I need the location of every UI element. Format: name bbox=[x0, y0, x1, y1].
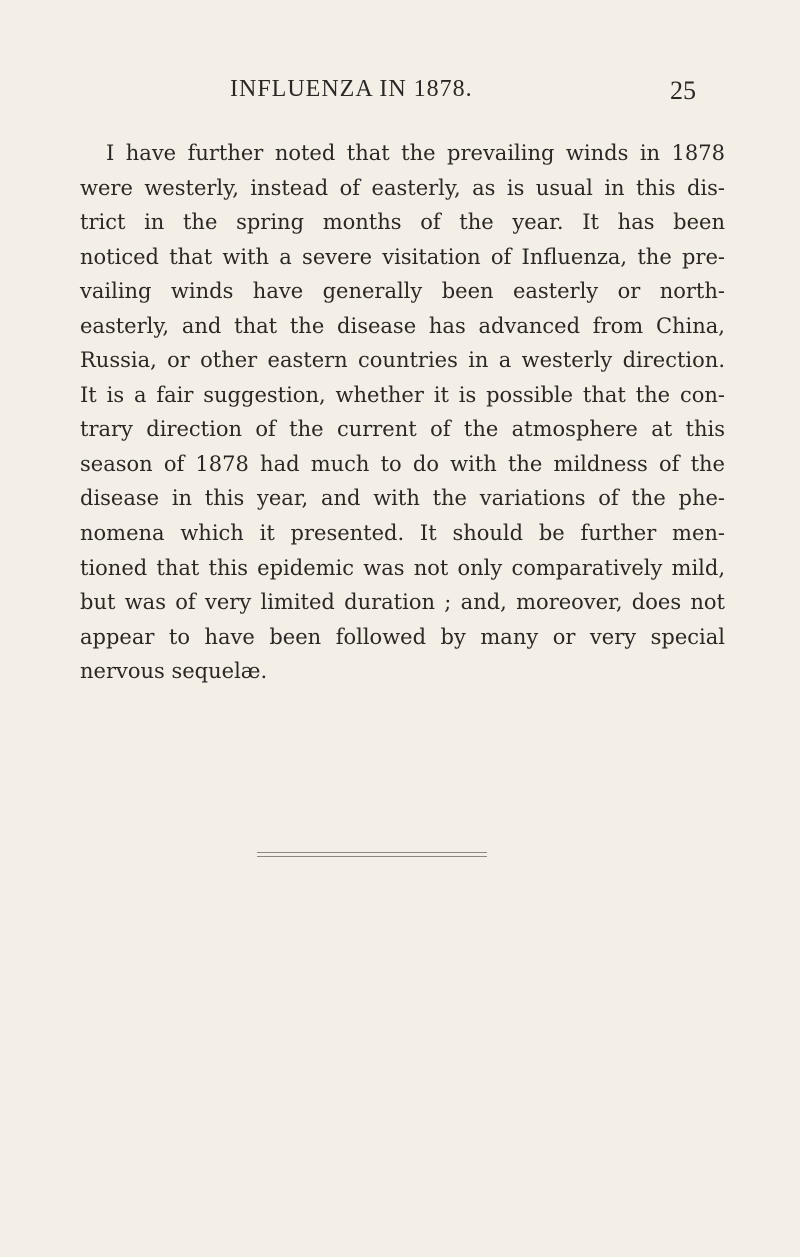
section-divider bbox=[257, 856, 487, 857]
running-title: INFLUENZA IN 1878. bbox=[230, 76, 473, 102]
text-line: but was of very limited duration ; and, moreover, does not bbox=[80, 590, 725, 615]
text-line: tioned that this epidemic was not only comparatively mild, bbox=[80, 555, 725, 580]
text-line: I have further noted that the prevailing winds in 1878 bbox=[106, 141, 725, 165]
text-line: easterly, and that the disease has advanced from China, bbox=[80, 313, 725, 338]
text-line: Russia, or other eastern countries in a westerly direction. bbox=[80, 348, 725, 373]
text-line: It is a fair suggestion, whether it is possible that the con- bbox=[80, 382, 725, 407]
text-line: nomena which it presented. It should be further men- bbox=[80, 521, 725, 546]
text-line: season of 1878 had much to do with the mildness of the bbox=[80, 451, 725, 476]
page-number: 25 bbox=[670, 76, 696, 105]
running-head bbox=[0, 76, 800, 110]
body-paragraph bbox=[80, 136, 725, 689]
text-line: appear to have been followed by many or very special bbox=[80, 624, 725, 649]
text-line: trict in the spring months of the year. It has been bbox=[80, 210, 725, 235]
text-line: noticed that with a severe visitation of Influenza, the pre- bbox=[80, 244, 725, 269]
text-line: were westerly, instead of easterly, as is usual in this dis- bbox=[80, 175, 725, 200]
section-divider bbox=[257, 852, 487, 853]
text-line: nervous sequelæ. bbox=[80, 659, 268, 684]
text-line: trary direction of the current of the atmosphere at this bbox=[80, 417, 725, 442]
text-line: vailing winds have generally been easterly or north- bbox=[80, 279, 725, 304]
text-line: disease in this year, and with the variations of the phe- bbox=[80, 486, 725, 511]
